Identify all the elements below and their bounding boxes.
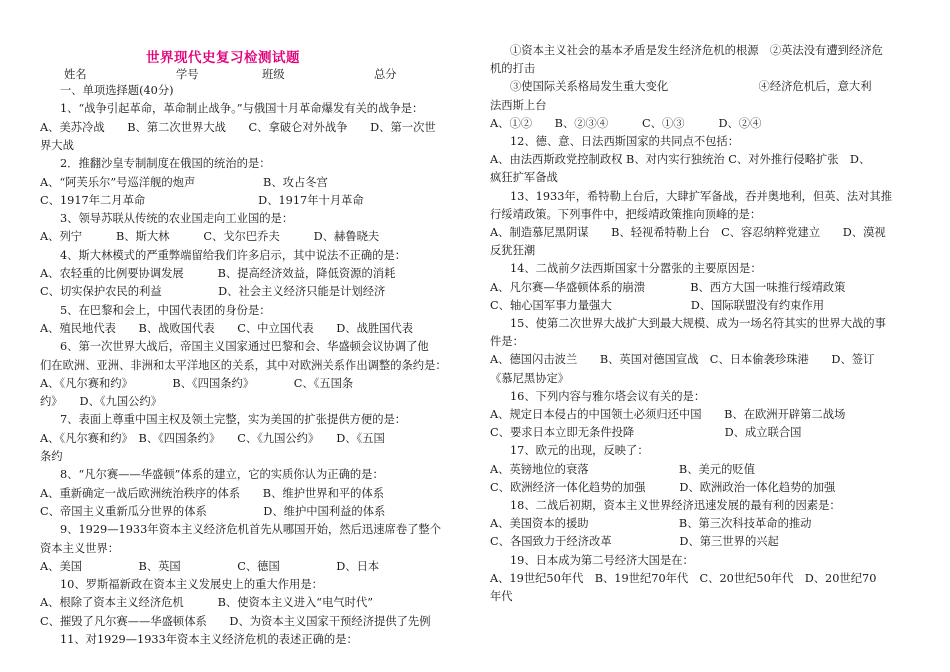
text-line: 19、日本成为第二号经济大国是在： — [510, 553, 694, 567]
text-line: A、农轻重的比例要协调发展 B、提高经济效益，降低资源的消耗 — [40, 267, 396, 280]
text-line: 10、罗斯福新政在资本主义发展史上的重大作用是： — [60, 578, 323, 592]
text-line: C、摧毁了凡尔赛——华盛顿体系 D、为资本主义国家干预经济提供了先例 — [40, 614, 431, 628]
text-line: C、轴心国军事力量强大 D、国际联盟没有约束作用 — [490, 298, 825, 312]
text-line: 18、二战后初期，资本主义世界经济迅速发展的最有利的因素是： — [510, 499, 841, 512]
text-line: 界大战 — [40, 138, 74, 152]
text-line: 反犹狂潮 — [490, 244, 536, 258]
text-line: ①资本主义社会的基本矛盾是发生经济危机的根源 ②英法没有遭到经济危 — [510, 44, 883, 57]
total-score-label: 总分 — [374, 68, 397, 81]
text-line: A、规定日本侵占的中国领土必须归还中国 B、在欧洲开辟第二战场 — [490, 408, 846, 421]
text-line: 4、斯大林模式的严重弊端留给我们许多启示，其中说法不正确的是： — [60, 248, 407, 262]
text-line: ③使国际关系格局发生重大变化 ④经济危机后，意大利 — [510, 80, 872, 94]
text-line: A、“阿芙乐尔”号巡洋舰的炮声 B、攻占冬宫 — [40, 175, 328, 189]
text-line: 一、单项选择题(40分) — [60, 84, 174, 97]
text-line: A、19世纪50年代 B、19世纪70年代 C、20世纪50年代 D、20世纪70 — [490, 571, 877, 585]
text-line: A、①② B、②③④ C、①③ D、②④ — [490, 116, 762, 130]
text-line: 5、在巴黎和会上，中国代表团的身份是： — [60, 303, 271, 317]
text-line: 年代 — [490, 590, 513, 603]
text-line: 7、表面上尊重中国主权及领土完整，实为美国的扩张提供方便的是： — [60, 413, 407, 427]
text-line: C、帝国主义重新瓜分世界的体系 D、维护中国利益的体系 — [40, 504, 386, 518]
text-line: 资本主义世界： — [40, 541, 120, 555]
text-line: 15、使第二次世界大战扩大到最大规模、成为一场名符其实的世界大战的事 — [510, 317, 886, 330]
text-line: 疯狂扩军备战 — [490, 171, 558, 185]
text-line: 14、二战前夕法西斯国家十分嚣张的主要原因是： — [510, 262, 762, 276]
text-line: C、切实保护农民的利益 D、社会主义经济只能是计划经济 — [40, 285, 386, 299]
text-line: A、殖民地代表 B、战败国代表 C、中立国代表 D、战胜国代表 — [40, 321, 414, 335]
text-line: A、制造慕尼黑阴谋 B、轻视希特勒上台 C、容忍纳粹党建立 D、漠视 — [490, 226, 886, 239]
text-line: 机的打击 — [490, 62, 536, 76]
text-line: 2．推翻沙皇专制制度在俄国的统治的是： — [60, 157, 271, 171]
text-line: 法西斯上台 — [490, 98, 547, 112]
text-line: 约》 D、《九国公约》 — [40, 395, 163, 409]
student-number-label: 学号 — [176, 68, 199, 81]
text-line: 行绥靖政策。下列事件中，把绥靖政策推向顶峰的是： — [490, 207, 762, 221]
text-line: A、《凡尔赛和约》 B、《四国条约》 C、《九国公约》 D、《五国 — [40, 431, 385, 445]
text-line: 条约 — [40, 450, 63, 463]
text-line: A、列宁 B、斯大林 C、戈尔巴乔夫 D、赫鲁晓夫 — [40, 230, 380, 244]
text-line: 16、下列内容与雅尔塔会议有关的是： — [510, 389, 706, 403]
class-label: 班级 — [262, 68, 285, 81]
text-line: 件是： — [490, 335, 524, 349]
text-line: A、美国资本的援助 B、第三次科技革命的推动 — [490, 517, 812, 531]
text-line: 17、欧元的出现，反映了： — [510, 444, 649, 458]
text-line: 6、第一次世界大战后，帝国主义国家通过巴黎和会、华盛顿会议协调了他 — [60, 340, 429, 354]
text-line: C、1917年二月革命 D、1917年十月革命 — [40, 193, 364, 207]
text-line: A、美苏冷战 B、第二次世界大战 C、拿破仑对外战争 D、第一次世 — [40, 120, 436, 134]
text-line: 8、“凡尔赛——华盛顿”体系的建立，它的实质你认为正确的是： — [60, 468, 384, 482]
text-line: 们在欧洲、亚洲、非洲和太平洋地区的关系，其中对欧洲关系作出调整的条约是： — [40, 358, 447, 372]
name-label: 姓名 — [64, 68, 87, 81]
text-line: 11、对1929—1933年资本主义经济危机的表述正确的是： — [60, 633, 358, 646]
text-line: 3、领导苏联从传统的农业国走向工业国的是： — [60, 212, 294, 226]
text-line: 12、德、意、日法西斯国家的共同点不包括： — [510, 135, 740, 148]
text-line: A、由法西斯政党控制政权 B、对内实行独统治 C、对外推行侵略扩张 D、 — [490, 153, 871, 167]
text-line: C、欧洲经济一体化趋势的加强 D、欧洲政治一体化趋势的加强 — [490, 480, 836, 494]
text-line: A、英镑地位的衰落 B、美元的贬值 — [490, 462, 755, 476]
text-line: A、凡尔赛—华盛顿体系的崩溃 B、西方大国一味推行绥靖政策 — [490, 280, 846, 294]
text-line: 9、1929—1933年资本主义经济危机首先从哪国开始，然后迅速席卷了整个 — [60, 523, 442, 537]
text-line: 13、1933年，希特勒上台后，大肆扩军备战，吞并奥地利，但英、法对其推 — [510, 189, 893, 203]
text-line: 1、“战争引起革命，革命制止战争。”与俄国十月革命爆发有关的战争是： — [60, 102, 424, 116]
text-line: C、各国致力于经济改革 D、第三世界的兴起 — [490, 535, 779, 549]
text-line: A、德国闪击波兰 B、英国对德国宣战 C、日本偷袭珍珠港 D、签订 — [490, 353, 875, 367]
text-line: A、《凡尔赛和约》 B、《四国条约》 C、《五国条 — [40, 376, 354, 390]
text-line: C、要求日本立即无条件投降 D、成立联合国 — [490, 426, 802, 440]
exam-title: 世界现代史复习检测试题 — [146, 50, 300, 66]
text-line: 《慕尼黑协定》 — [490, 371, 570, 385]
text-line: A、美国 B、英国 C、德国 D、日本 — [40, 559, 380, 573]
text-line: A、重新确定一战后欧洲统治秩序的体系 B、维护世界和平的体系 — [40, 486, 385, 500]
text-line: A、根除了资本主义经济危机 B、使资本主义进入“电气时代” — [40, 596, 374, 610]
